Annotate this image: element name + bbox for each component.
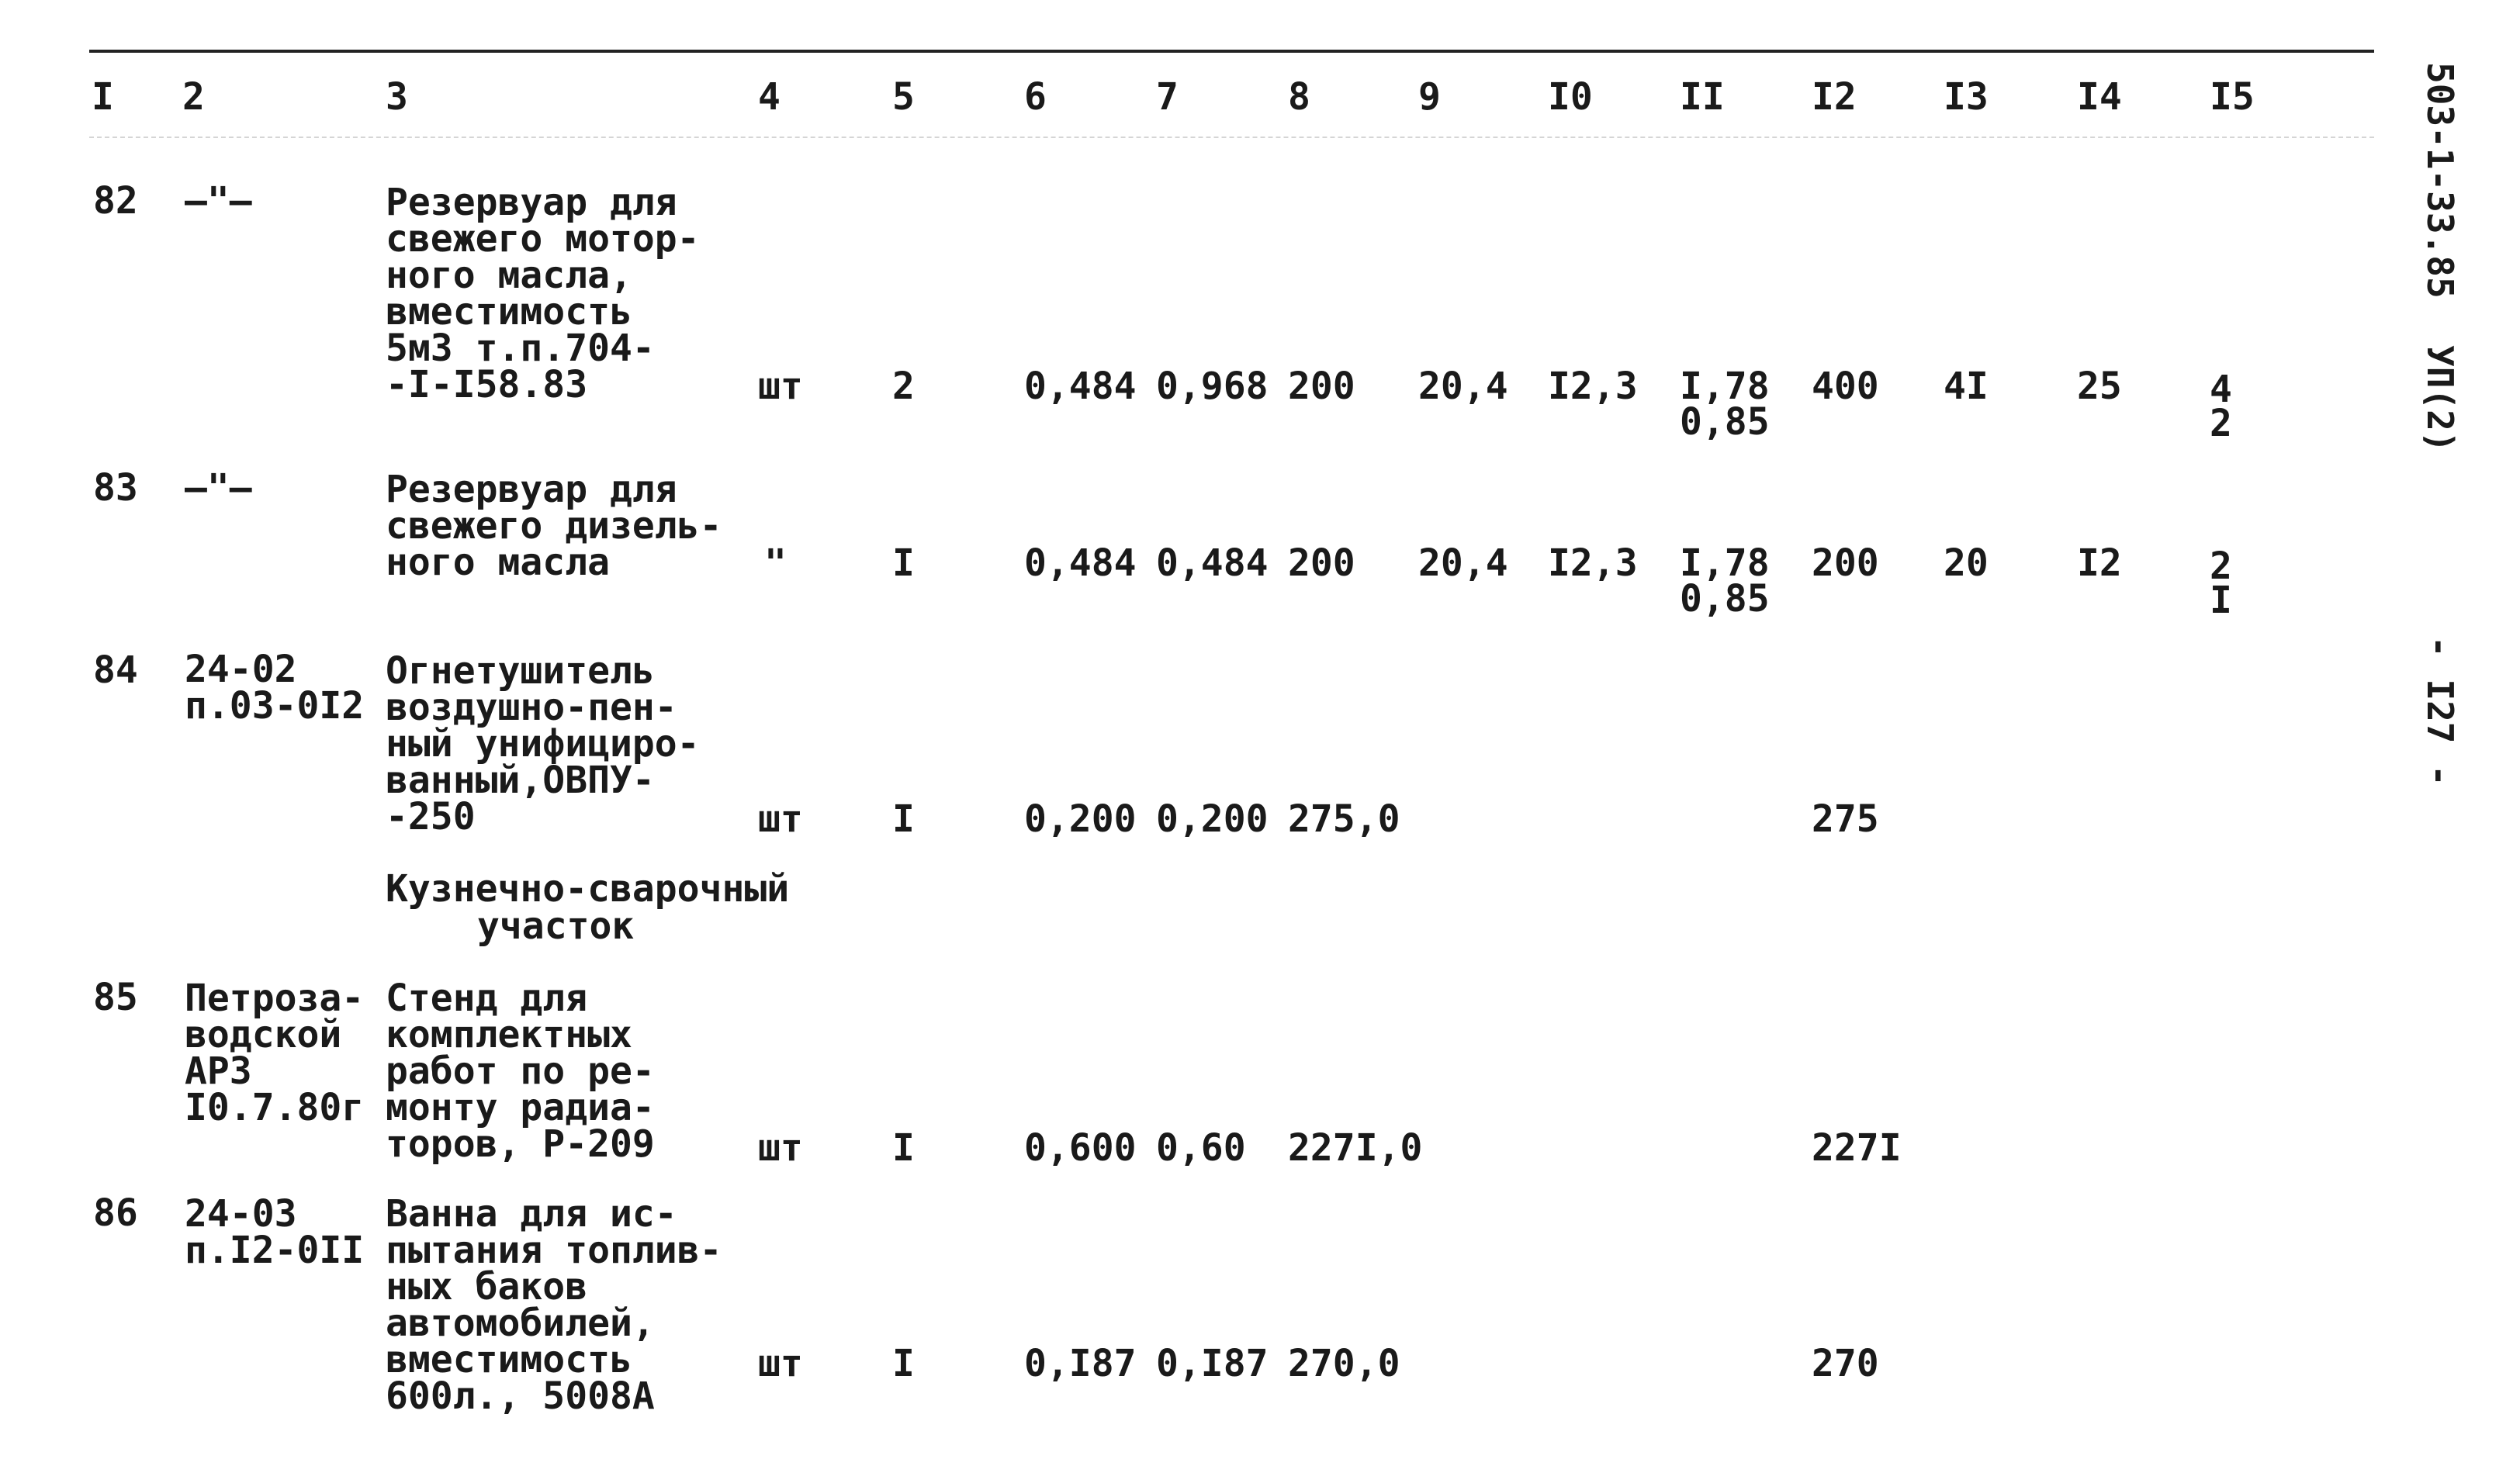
side-document-code: 503-1-33.85: [2419, 62, 2461, 299]
row-83-col13: 20: [1944, 541, 1989, 585]
row-82-quantity: 2: [892, 365, 915, 408]
header-col-12: I2: [1812, 75, 1857, 119]
top-rule: [89, 50, 2374, 53]
row-83-col11-b: 0,85: [1680, 577, 1770, 621]
row-83-number: 83: [93, 466, 138, 510]
header-col-7: 7: [1156, 75, 1179, 119]
row-85-unit: шт: [758, 1126, 803, 1170]
row-83-col15-b: I: [2210, 579, 2232, 622]
header-col-6: 6: [1024, 75, 1047, 119]
row-86-col7: 0,I87: [1156, 1342, 1269, 1385]
header-col-1: I: [92, 75, 114, 119]
row-82-col8: 200: [1288, 365, 1355, 408]
header-col-2: 2: [182, 75, 205, 119]
header-col-11: II: [1680, 75, 1725, 119]
row-82-number: 82: [93, 179, 138, 223]
row-86-reference: 24-03 п.I2-0II: [185, 1192, 365, 1272]
row-84-unit: шт: [758, 797, 803, 841]
header-col-10: I0: [1548, 75, 1593, 119]
row-84-col12: 275: [1812, 797, 1879, 841]
row-84-quantity: I: [892, 797, 915, 841]
row-83-description: Резервуар для свежего дизель- ного масла: [386, 468, 722, 584]
row-85-col6: 0,600: [1024, 1126, 1137, 1170]
row-82-col9: 20,4: [1418, 365, 1508, 408]
row-86-col12: 270: [1812, 1342, 1879, 1385]
row-86-col6: 0,I87: [1024, 1342, 1137, 1385]
row-83-reference: –"–: [185, 466, 252, 510]
row-83-col7: 0,484: [1156, 541, 1269, 585]
row-83-col15-a: 2: [2210, 545, 2232, 588]
row-85-col8: 227I,0: [1288, 1126, 1423, 1170]
row-84-reference: 24-02 п.03-0I2: [185, 648, 365, 728]
row-82-col13: 4I: [1944, 365, 1989, 408]
row-85-quantity: I: [892, 1126, 915, 1170]
row-84-number: 84: [93, 648, 138, 692]
row-83-col9: 20,4: [1418, 541, 1508, 585]
row-83-col11-a: I,78: [1680, 541, 1770, 585]
row-83-col10: I2,3: [1548, 541, 1638, 585]
row-86-col8: 270,0: [1288, 1342, 1400, 1385]
row-82-col10: I2,3: [1548, 365, 1638, 408]
row-85-reference: Петроза- водской АРЗ I0.7.80г: [185, 977, 365, 1129]
header-col-5: 5: [892, 75, 915, 119]
row-86-quantity: I: [892, 1342, 915, 1385]
row-82-col12: 400: [1812, 365, 1879, 408]
row-82-col7: 0,968: [1156, 365, 1269, 408]
row-82-col11-b: 0,85: [1680, 400, 1770, 444]
section-heading: Кузнечно-сварочный участок: [386, 867, 790, 948]
row-85-col7: 0,60: [1156, 1126, 1246, 1170]
row-82-unit: шт: [758, 365, 803, 408]
row-86-unit: шт: [758, 1342, 803, 1385]
row-84-col7: 0,200: [1156, 797, 1269, 841]
row-85-number: 85: [93, 976, 138, 1019]
row-82-description: Резервуар для свежего мотор- ного масла, вместимость 5м3 т.п.704- -I-I58.83: [386, 181, 700, 406]
row-83-unit: ": [764, 541, 787, 585]
row-83-col6: 0,484: [1024, 541, 1137, 585]
header-col-9: 9: [1418, 75, 1441, 119]
row-82-col6: 0,484: [1024, 365, 1137, 408]
row-82-col14: 25: [2077, 365, 2122, 408]
row-86-number: 86: [93, 1191, 138, 1235]
row-84-description: Огнетушитель воздушно-пен- ный унифициро- ванный,ОВПУ- -250: [386, 649, 700, 838]
row-85-col12: 227I: [1812, 1126, 1902, 1170]
row-82-col15-b: 2: [2210, 402, 2232, 445]
header-col-15: I5: [2210, 75, 2255, 119]
row-85-description: Стенд для комплектных работ по ре- монту радиа- торов, Р-209: [386, 977, 655, 1166]
row-83-quantity: I: [892, 541, 915, 585]
row-82-reference: –"–: [185, 179, 252, 223]
row-83-col14: I2: [2077, 541, 2122, 585]
header-col-3: 3: [386, 75, 408, 119]
row-83-col12: 200: [1812, 541, 1879, 585]
header-col-13: I3: [1944, 75, 1989, 119]
header-separator: [89, 137, 2374, 138]
row-84-col8: 275,0: [1288, 797, 1400, 841]
row-84-col6: 0,200: [1024, 797, 1137, 841]
side-album-code: УП(2): [2419, 345, 2461, 453]
header-col-8: 8: [1288, 75, 1310, 119]
row-82-col15-a: 4: [2210, 368, 2232, 411]
row-82-col11-a: I,78: [1680, 365, 1770, 408]
row-83-col8: 200: [1288, 541, 1355, 585]
side-page-number: - I27 -: [2419, 636, 2461, 787]
row-86-description: Ванна для ис- пытания топлив- ных баков автомобилей, вместимость 600л., 5008А: [386, 1192, 722, 1418]
header-col-14: I4: [2077, 75, 2122, 119]
header-col-4: 4: [758, 75, 781, 119]
